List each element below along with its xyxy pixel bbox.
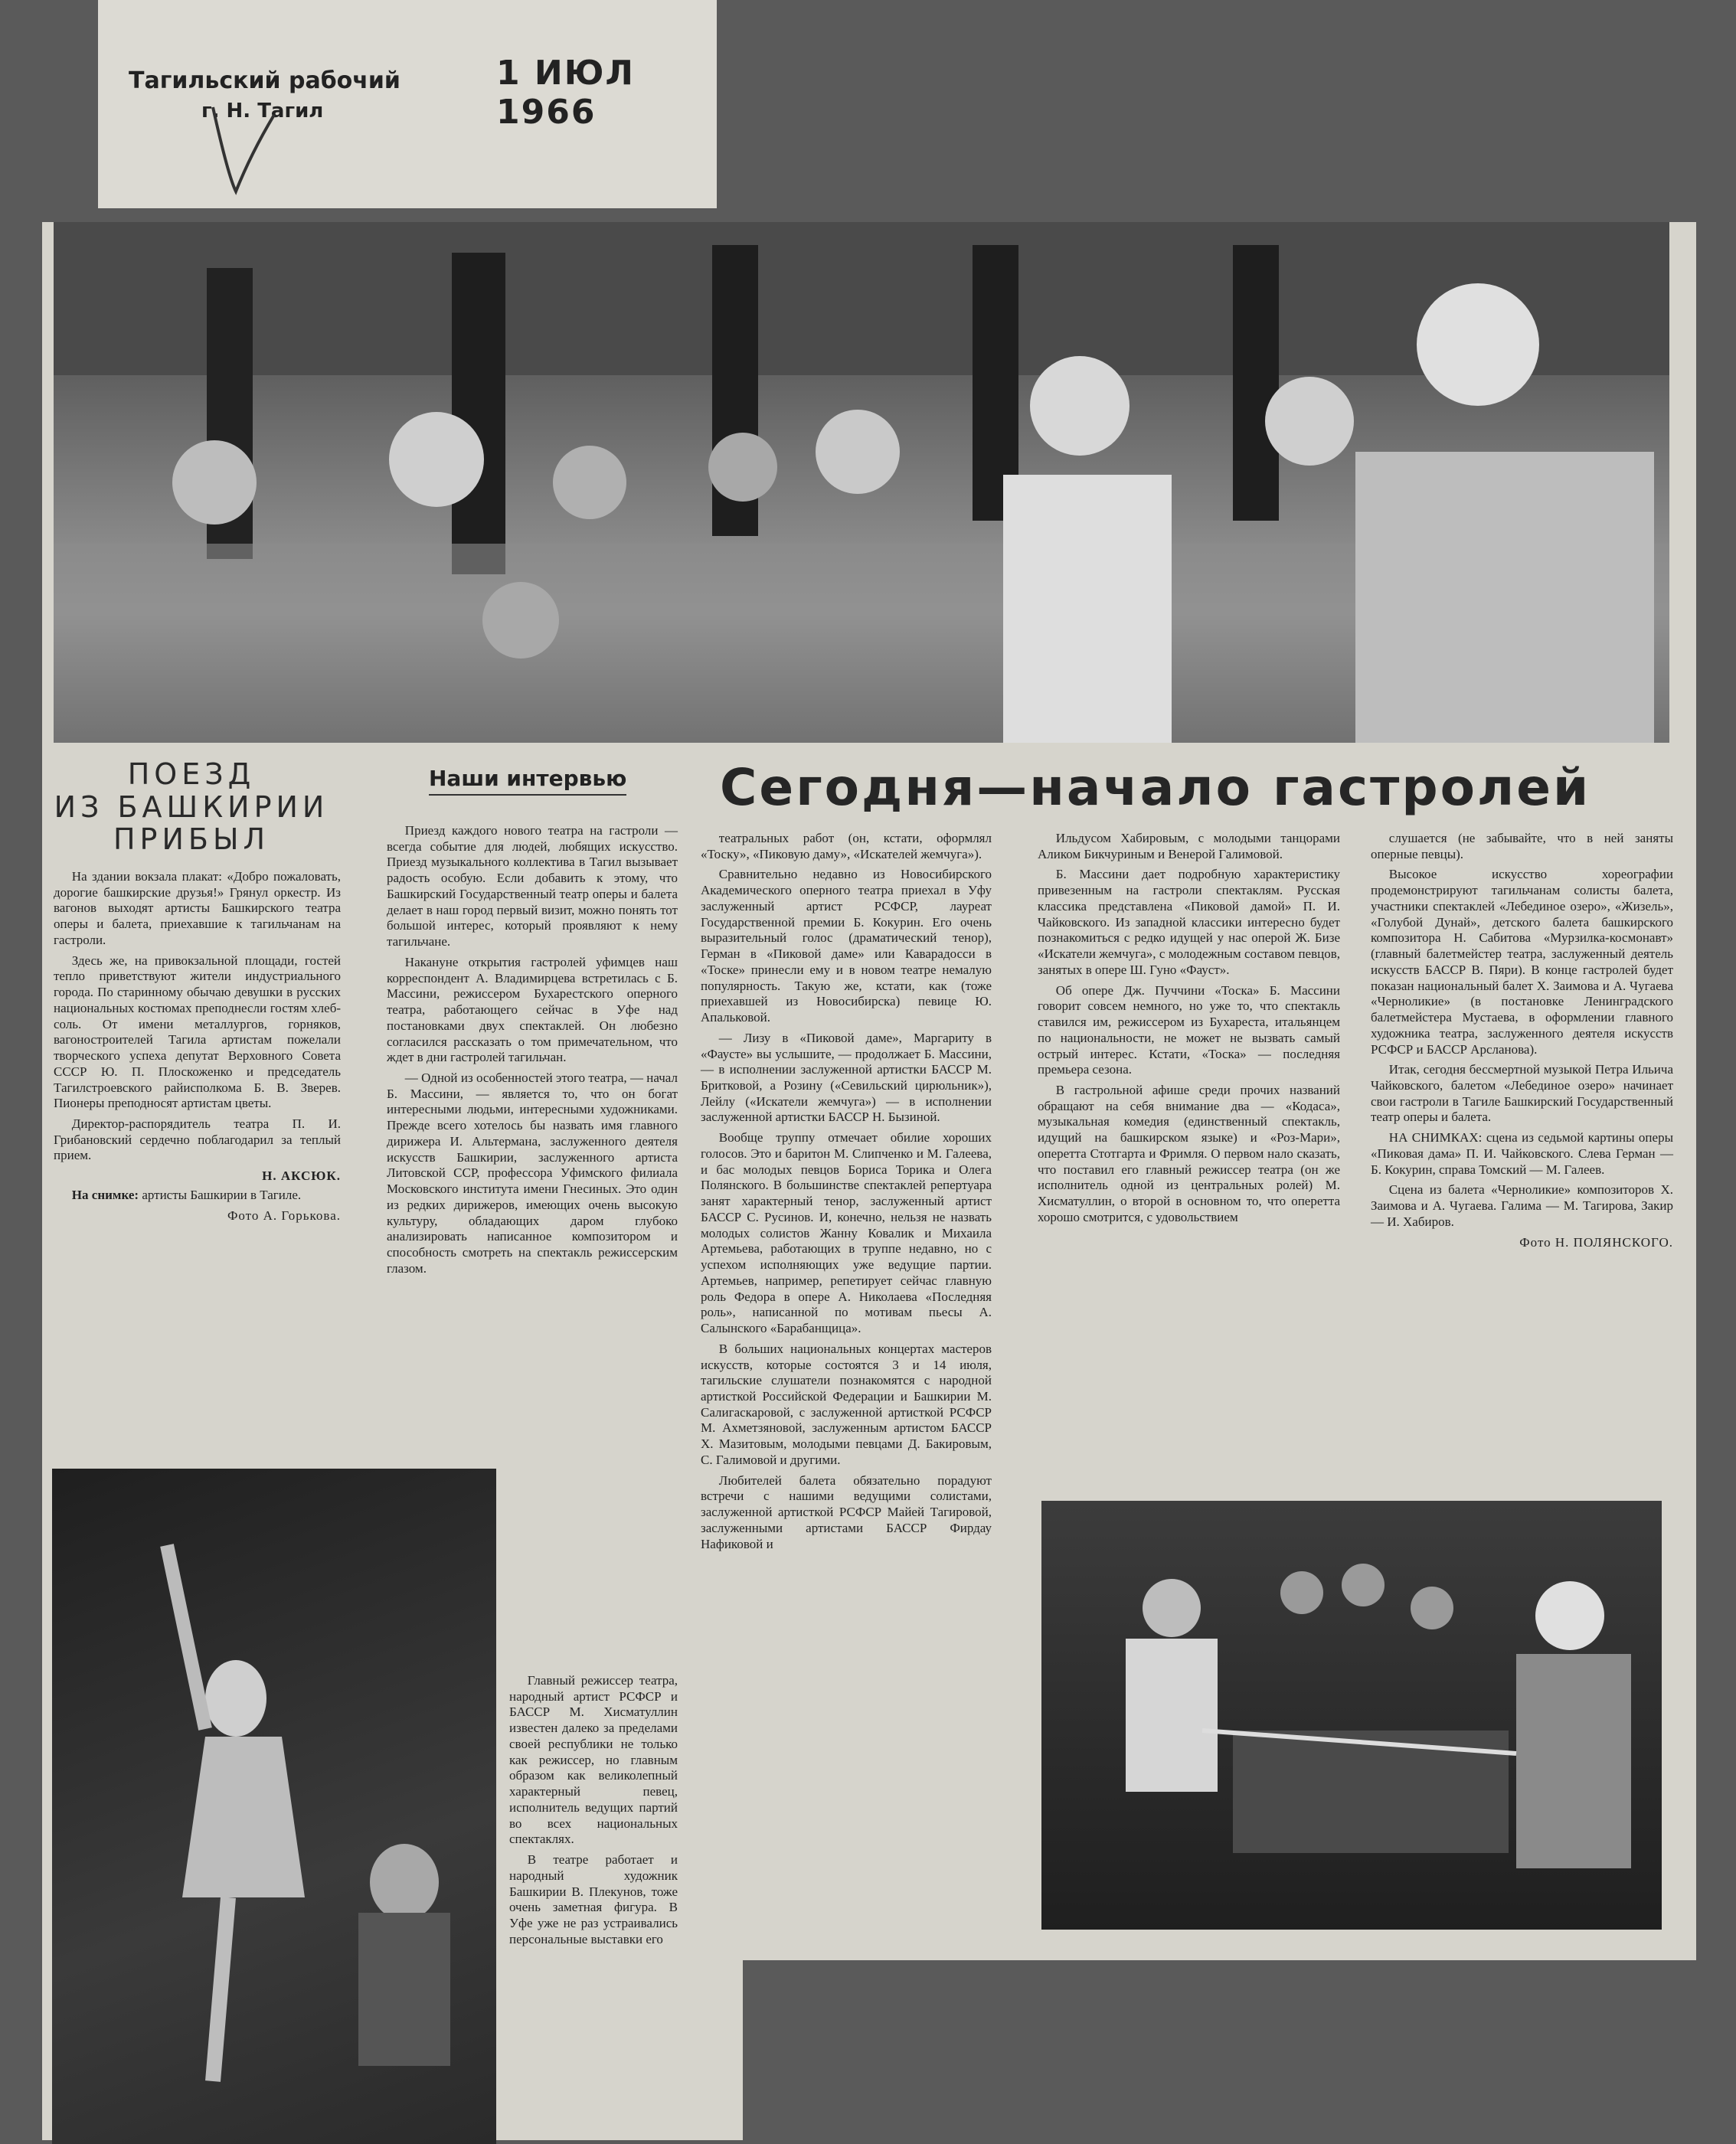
left-paragraph-3: Директор-распорядитель театра П. И. Грибановский сердечно поблагодарил за теплый прием. (54, 1116, 341, 1163)
interview-col4-paragraph-2: Высокое искусство хореографии продемонстрируют тагильчанам солисты балета, участники спектаклей «Лебединое озеро», «Жизель», «Голубой Дунай», детского балета башкирского композитора Н. Сабитова «Мурзилка-космонавт» (главный балетмейстер театра, заслуженный деятель искусств БАССР В. Пяри). В конце гастролей будет показан национальный балет Х. Заимова и А. Чугаева «Черноликие» (в постановке Ленинградского балетмейстера Мустаева, в оформлении главного художника театра, заслуженного деятеля искусств РСФСР и БАССР Арсланова). (1371, 867, 1673, 1057)
interview-photo-credit: Фото Н. ПОЛЯНСКОГО. (1519, 1234, 1673, 1250)
interview-col3-paragraph-1: Ильдусом Хабировым, с молодыми танцорами Аликом Бикчуриным и Венерой Галимовой. (1038, 831, 1340, 861)
ballet-photo (52, 1469, 496, 2144)
title-line-3: ПРИБЫЛ (113, 822, 270, 857)
handwritten-check-mark (198, 84, 289, 199)
ballet-duet-photo (52, 1469, 496, 2144)
interview-col1-paragraph-1: Приезд каждого нового театра на гастроли — всегда событие для людей, любящих искусство. Приезд музыкального коллектива в Тагил вызывает радость особую. Если добавить к этому, что Башкирский Государственный театр оперы и балета делает в наш город первый визит, можно понять тот большой интерес, который проявляют к нему тагильчане. (387, 823, 678, 949)
left-article-author: Н. АКСЮК. (262, 1168, 341, 1184)
caption-label: На снимке: (71, 1187, 139, 1202)
left-paragraph-1: На здании вокзала плакат: «Добро пожаловать, дорогие башкирские друзья!» Грянул оркестр. Из вагонов выходят артисты Башкирского театра оперы и балета, приехавшие к тагильчанам на гастроли. (54, 869, 341, 947)
city-name: г. Н. Тагил (201, 100, 324, 123)
caption-text: артисты Башкирии в Тагиле. (142, 1187, 302, 1202)
interview-col2-paragraph-6: Любителей балета обязательно порадуют встречи с нашими ведущими солистами, заслуженной артисткой РСФСР Майей Тагировой, заслуженными артистами БАССР Фирдау Нафиковой и (701, 1472, 992, 1551)
interview-column-1 (387, 823, 678, 1282)
photo-caption-1: НА СНИМКАХ: сцена из седьмой картины оперы «Пиковая дама» П. И. Чайковского. Слева Герман — Б. Кокурин, справа Томский — М. Галеев. (1371, 1130, 1673, 1177)
left-article-body (54, 869, 341, 1224)
interview-col4-paragraph-1: слушается (не забывайте, что в ней заняты оперные певцы). (1371, 831, 1673, 861)
interview-col3-paragraph-3: Об опере Дж. Пуччини «Тоска» Б. Массини говорит совсем немного, но уже то, что спектакль ставился им, режиссером из Бухареста, итальянцем по национальности, не может не вызвать самый острый интерес. Кстати, «Тоска» — последняя премьера сезона. (1038, 982, 1340, 1077)
main-title: Сегодня—начало гастролей (720, 758, 1591, 817)
date-stamp: 1 ИЮЛ 1966 (496, 54, 635, 132)
interview-col2-paragraph-4: Вообще труппу отмечает обилие хороших голосов. Это и баритон М. Слипченко и М. Галеева, и бас молодых певцов Бориса Торика и Олега Полянского. В большинстве спектаклей репертуара занят характерный тенор, заслуженный артист БАССР С. Русинов. И, конечно, нельзя не назвать молодых солистов Жанну Ковалик и Михаила Артемьева, работающих в труппе недавно, но с успехом исполняющих уже ведущие партии. Артемьев, например, репетирует сейчас главную роль Федора в опере А. Николаева «Последняя роль», написанной по мотивам пьесы А. Салынского «Барабанщица». (701, 1130, 992, 1336)
clipping-label (98, 0, 717, 208)
newspaper-name: Тагильский рабочий (129, 67, 400, 94)
interview-col1-paragraph-3: — Одной из особенностей этого театра, — начал Б. Массини, — является то, что он богат интересными людьми, интересными художниками. Прежде всего хотелось бы назвать имя главного дирижера И. Альтермана, заслуженного деятеля искусств Башкирии, заслуженного артиста Литовской ССР, профессора Уфимского филиала Московского института имени Гнесиных. Это один из редких дирижеров, имеющих очень высокую культуру, обладающих даром глубоко анализировать написанное композитором и способность смотреть на спектакль режиссерским глазом. (387, 1070, 678, 1276)
interview-col1-paragraph-5: В театре работает и народный художник Башкирии В. Плекунов, тоже очень заметная фигура. В Уфе уже не раз устраивались персональные выставки его (509, 1852, 678, 1946)
interview-column-2 (701, 831, 992, 1557)
interview-col1-paragraph-4: Главный режиссер театра, народный артист РСФСР и БАССР М. Хисматуллин известен далеко за пределами своей республики не только как режиссер, но главным образом как великолепный характерный певец, исполнитель ведущих партий во всех национальных спектаклях. (509, 1673, 678, 1847)
left-paragraph-2: Здесь же, на привокзальной площади, гостей тепло приветствуют жители индустриального города. По старинному обычаю девушки в русских национальных костюмах преподнесли гостям хлеб-соль. От имени металлургов, горняков, вагоностроителей Тагила артистам пожелали творческого успеха депутат Верховного Совета СССР Ю. П. Плоскоженко и председатель Тагилстроевского райисполкома Б. В. Зверев. Пионеры преподносят артистам цветы. (54, 953, 341, 1111)
left-photo-credit: Фото А. Горькова. (227, 1208, 341, 1223)
left-photo-caption (54, 1188, 341, 1204)
interview-col2-paragraph-1: театральных работ (он, кстати, оформлял «Тоску», «Пиковую даму», «Искателей жемчуга»). (701, 831, 992, 861)
interview-col2-paragraph-5: В больших национальных концертах мастеров искусств, которые состоятся 3 и 14 июля, тагильские слушатели познакомятся с народной артисткой Российской Федерации и Башкирии М. Салигаскаровой, с заслуженной артисткой РСФСР М. Ахметзяновой, заслуженным артистом БАССР Х. Мазитовым, молодыми певцами Д. Бакировым, С. Галимовой и другими. (701, 1341, 992, 1467)
title-line-1: ПОЕЗД (127, 757, 256, 791)
title-line-2: ИЗ БАШКИРИИ (54, 789, 329, 824)
interview-column-4 (1371, 831, 1673, 1250)
top-photo (54, 222, 1669, 743)
left-article-title (46, 758, 337, 856)
interview-col2-paragraph-3: — Лизу в «Пиковой даме», Маргариту в «Фаусте» вы услышите, — продолжает Б. Массини, — в исполнении заслуженной артистки БАССР М. Бритковой, а Розину («Севильский цирюльник»), Лейлу («Искатели жемчуга») — в исполнении заслуженной артистки БАССР Н. Бызиной. (701, 1030, 992, 1125)
interview-col3-paragraph-2: Б. Массини дает подробную характеристику привезенным на гастроли спектаклям. Русская классика представлена «Пиковой дамой» П. И. Чайковского. Из западной классики интересно будет познакомиться с редко идущей у нас оперой Ж. Бизе «Искатели жемчуга», с молодежным составом певцов, занятых в опере Ш. Гуно «Фауст». (1038, 867, 1340, 977)
opera-photo (1041, 1501, 1662, 1930)
interview-col3-paragraph-4: В гастрольной афише среди прочих названий обращают на себя внимание два — «Кодаса», музыкальная комедия (единственный спектакль, идущий на башкирском языке) и «Роз-Мари», оперетта Стотгарта и Фримля. О первом нало сказать, что поставил его главный режиссер театра (он же исполнитель одной из центральных ролей) М. Хисматуллин, о второй в основном то, что оперетта хорошо смотрится, с удовольствием (1038, 1083, 1340, 1224)
interview-col2-paragraph-2: Сравнительно недавно из Новосибирского Академического оперного театра приехал в Уфу заслуженный артист РСФСР, лауреат Государственной премии Б. Кокурин. Его очень выразительный голос (драматический тенор), Герман в «Пиковой даме» или Каварадосси в «Тоске» принесли ему и в новом театре немалую популярность. Такую же, кстати, как (тоже приехавшей из Новосибирска) певице Ю. Апальковой. (701, 867, 992, 1025)
opera-scene-photo (1041, 1501, 1662, 1930)
photo-caption-2: Сцена из балета «Черноликие» композиторов Х. Заимова и А. Чугаева. Галима — М. Тагирова, Закир — И. Хабиров. (1371, 1182, 1673, 1229)
interview-col1-paragraph-2: Накануне открытия гастролей уфимцев наш корреспондент А. Владимирцева встретилась с Б. Массини, режиссером Бухарестского оперного театра, работающего сейчас в Уфе над постановками двух спектаклей. Он любезно согласился рассказать о том примечательном, что ждет в дни гастролей тагильчан. (387, 954, 678, 1065)
interview-column-3 (1038, 831, 1340, 1231)
group-applauding-photo (54, 222, 1669, 743)
rubric-label: Наши интервью (429, 766, 626, 796)
interview-col4-paragraph-3: Итак, сегодня бессмертной музыкой Петра Ильича Чайковского, балетом «Лебединое озеро» начинает свои гастроли в Тагиле Башкирский Государственный театр оперы и балета. (1371, 1062, 1673, 1125)
interview-column-1-lower (509, 1673, 678, 1952)
